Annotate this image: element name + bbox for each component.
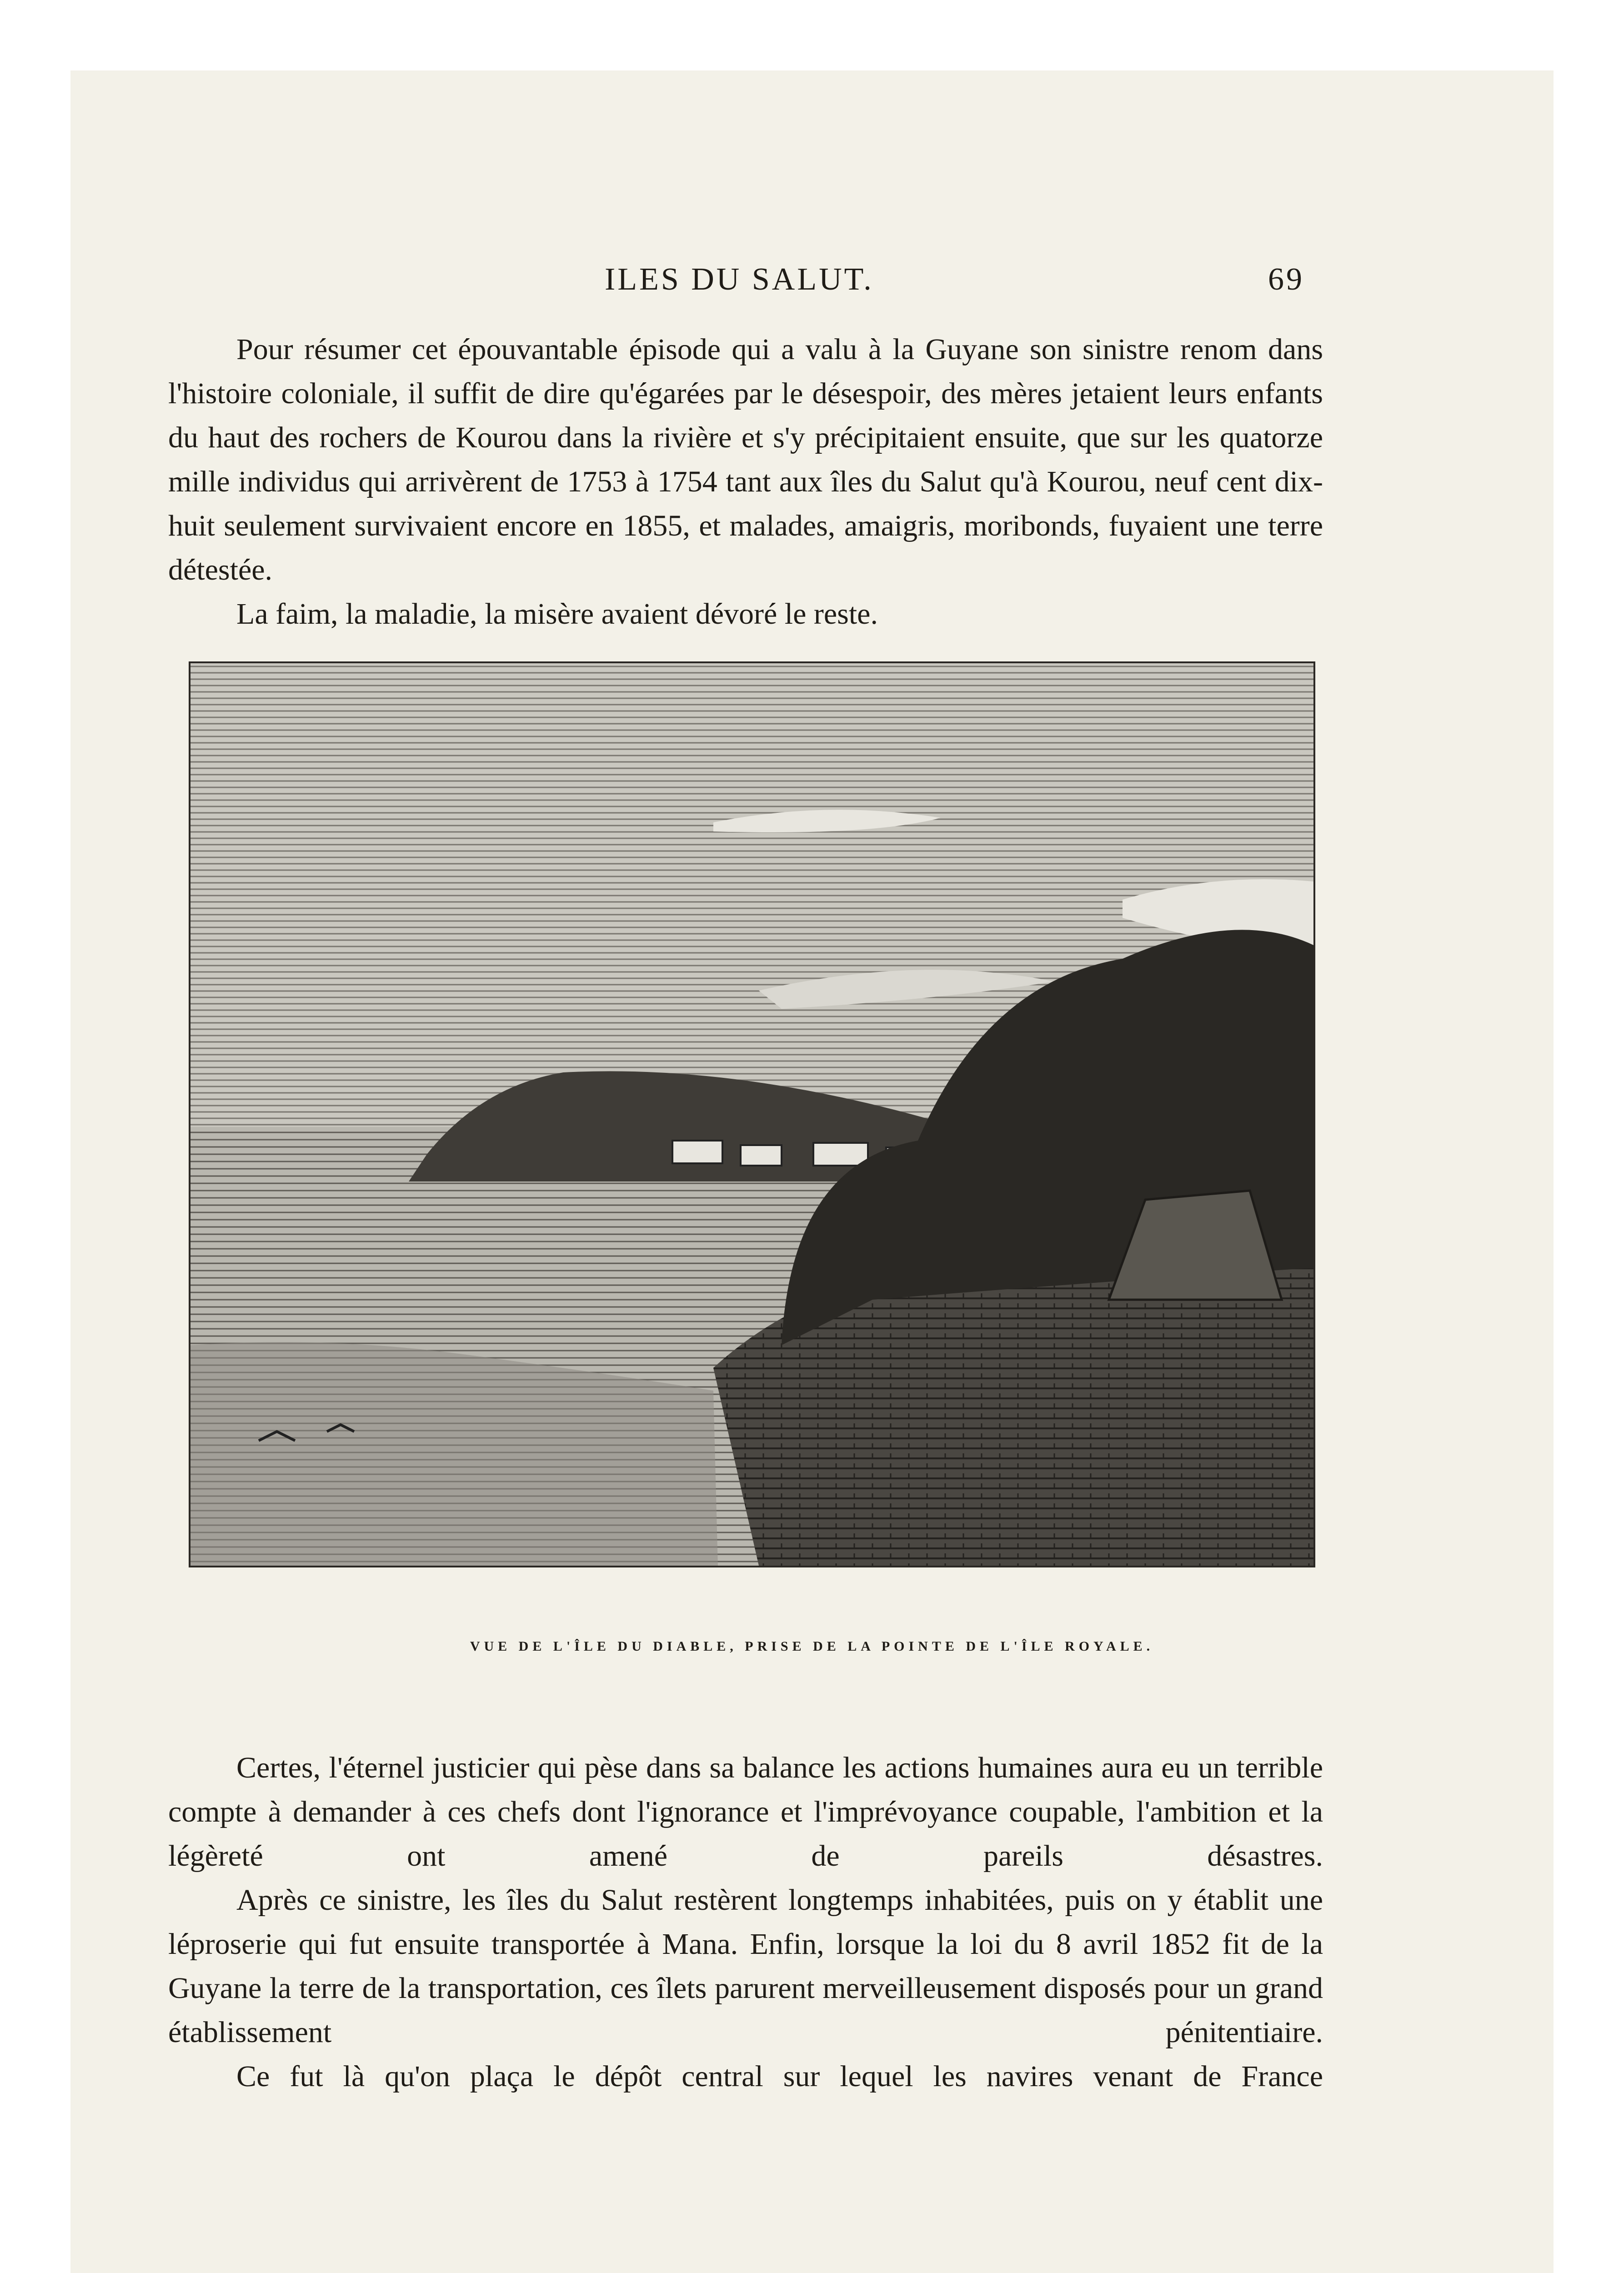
paragraph: Certes, l'éternel justicier qui pèse dans sa balance les actions humaines aura eu un terrible compte à demander à ces chefs dont l'ignorance et l'imprévoyance coupable, l'ambition et la légèreté ont amené de pareils désastres.	[168, 1751, 1323, 1872]
running-title: ILES DU SALUT.	[605, 262, 874, 297]
illustration-caption: VUE DE L'ÎLE DU DIABLE, PRISE DE LA POINTE DE L'ÎLE ROYALE.	[470, 1639, 1154, 1654]
paragraph: Après ce sinistre, les îles du Salut restèrent longtemps inhabitées, puis on y établit une léproserie qui fut ensuite transportée à Mana. Enfin, lorsque la loi du 8 avril 1852 fit de la Guyane la terre de la transportation, ces îlets parurent merveilleusement disposés pour un grand établissement pénitentiaire.	[168, 1883, 1323, 2049]
paragraph: La faim, la maladie, la misère avaient dévoré le reste.	[236, 597, 878, 631]
paragraph: Pour résumer cet épouvantable épisode qui a valu à la Guyane son sinistre renom dans l'histoire coloniale, il suffit de dire qu'égarées par le désespoir, des mères jetaient leurs enfants du haut des rochers de Kourou dans la rivière et s'y précipitaient ensuite, que sur les quatorze mille individus qui arrivèrent de 1753 à 1754 tant aux îles du Salut qu'à Kourou, neuf cent dix-huit seulement survivaient encore en 1855, et malades, amaigris, moribonds, fuyaient une terre détestée.	[168, 333, 1323, 586]
paragraph: Ce fut là qu'on plaça le dépôt central sur lequel les navires venant de France	[236, 2060, 1323, 2093]
engraving-drawing	[190, 663, 1313, 1566]
text-block-bottom	[168, 1746, 1323, 2098]
running-head	[70, 261, 1554, 302]
book-page	[70, 70, 1554, 2273]
page-number: 69	[1268, 262, 1304, 297]
engraving-illustration	[189, 661, 1315, 1567]
text-block-top	[168, 327, 1323, 636]
